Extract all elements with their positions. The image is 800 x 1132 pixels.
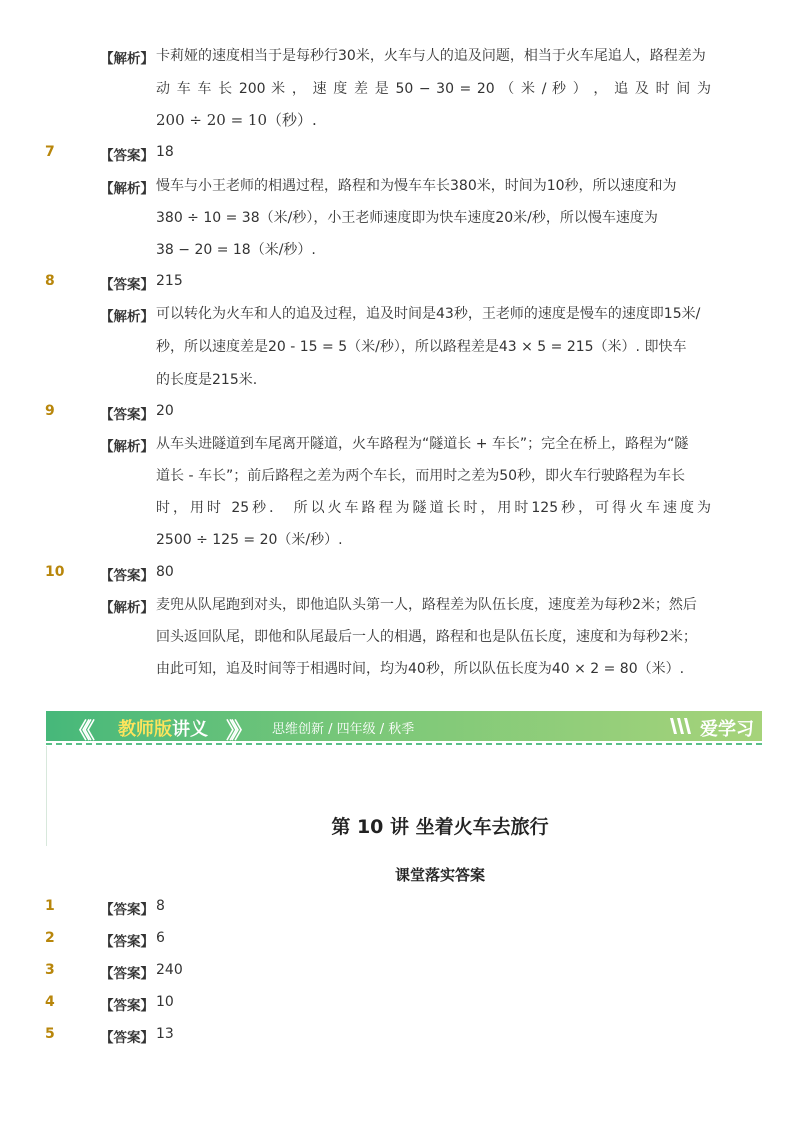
answer-value: 8 <box>156 898 165 914</box>
q7-analysis-line-1: 慢车与小王老师的相遇过程，路程和为慢车车长380米，时间为10秒，所以速度和为 <box>156 178 677 194</box>
q10-analysis-line-1: 麦兜从队尾跑到对头，即他追队头第一人，路程差为队伍长度，速度差为每秒2米；然后 <box>156 597 697 613</box>
chevron-right-icon: 》》 <box>226 719 248 744</box>
answer-label: 【答案】 <box>100 1030 154 1046</box>
question-number: 3 <box>45 962 55 978</box>
q8-analysis-line-1: 可以转化为火车和人的追及过程，追及时间是43秒，王老师的速度是慢车的速度即15米/ <box>156 306 701 322</box>
answer-value: 13 <box>156 1026 174 1042</box>
question-number: 4 <box>45 994 55 1010</box>
answer-label: 【答案】 <box>100 998 154 1014</box>
answer-label: 【答案】 <box>100 407 154 423</box>
q10-analysis-line-2: 回头返回队尾，即他和队尾最后一人的相遇，路程和也是队伍长度，速度和为每秒2米； <box>156 629 697 645</box>
q7-analysis-line-3: 38 − 20 = 18（米/秒）. <box>156 242 316 258</box>
q9-analysis-line-4: 2500 ÷ 125 = 20（米/秒）. <box>156 532 343 548</box>
chapter-title: 第 10 讲 坐着火车去旅行 <box>331 816 549 838</box>
question-number: 10 <box>45 564 65 580</box>
q9-analysis-line-2: 道长 - 车长”；前后路程之差为两个车长，而用时之差为50秒，即火车行驶路程为车长 <box>156 468 686 484</box>
answer-value: 20 <box>156 403 174 419</box>
section-title: 课堂落实答案 <box>394 866 485 884</box>
q6-analysis-line-2: 动 车 车 长 200 米 ， 速 度 差 是 50 − 30 = 20 （ 米 / 秒 ） ， 追 及 时 间 为 <box>156 81 711 97</box>
brand-logo-icon <box>668 716 694 736</box>
banner-subtitle: 思维创新 / 四年级 / 秋季 <box>272 722 415 737</box>
question-number: 9 <box>45 403 55 419</box>
answer-value: 215 <box>156 273 183 289</box>
analysis-label: 【解析】 <box>100 439 154 455</box>
answer-value: 80 <box>156 564 174 580</box>
answer-label: 【答案】 <box>100 966 154 982</box>
analysis-label: 【解析】 <box>100 309 154 325</box>
banner-title: 教师版讲义 <box>118 719 208 740</box>
question-number: 7 <box>45 144 55 160</box>
answer-value: 18 <box>156 144 174 160</box>
dashed-divider <box>46 743 762 745</box>
answer-value: 6 <box>156 930 165 946</box>
q10-analysis-line-3: 由此可知，追及时间等于相遇时间，均为40秒，所以队伍长度为40 × 2 = 80（米）. <box>156 661 685 677</box>
answer-label: 【答案】 <box>100 902 154 918</box>
analysis-label: 【解析】 <box>100 181 154 197</box>
question-number: 2 <box>45 930 55 946</box>
answer-label: 【答案】 <box>100 934 154 950</box>
q9-analysis-line-1: 从车头进隧道到车尾离开隧道，火车路程为“隧道长 + 车长”；完全在桥上，路程为“隧 <box>156 436 689 452</box>
q6-analysis-line-3: 200 ÷ 20 = 10（秒）. <box>156 111 317 129</box>
handout-banner <box>46 711 762 744</box>
q8-analysis-line-2: 秒，所以速度差是20 - 15 = 5（米/秒），所以路程差是43 × 5 = 215（米）. 即快车 <box>156 339 687 355</box>
q7-analysis-line-2: 380 ÷ 10 = 38（米/秒），小王老师速度即为快车速度20米/秒，所以慢车速度为 <box>156 210 658 226</box>
question-number: 1 <box>45 898 55 914</box>
question-number: 5 <box>45 1026 55 1042</box>
chevron-left-icon: 《《 <box>68 719 90 744</box>
brand-name: 爱学习 <box>700 719 754 740</box>
answer-value: 10 <box>156 994 174 1010</box>
answer-label: 【答案】 <box>100 148 154 164</box>
answer-label: 【答案】 <box>100 277 154 293</box>
answer-label: 【答案】 <box>100 568 154 584</box>
analysis-label: 【解析】 <box>100 51 154 67</box>
answer-value: 240 <box>156 962 183 978</box>
q8-analysis-line-3: 的长度是215米. <box>156 372 258 388</box>
q9-analysis-line-3: 时，用时 25秒． 所以火车路程为隧道长时，用时125秒，可得火车速度为 <box>156 500 711 516</box>
q6-analysis-line-1: 卡莉娅的速度相当于是每秒行30米，火车与人的追及问题，相当于火车尾追人，路程差为 <box>156 48 706 64</box>
analysis-label: 【解析】 <box>100 600 154 616</box>
question-number: 8 <box>45 273 55 289</box>
